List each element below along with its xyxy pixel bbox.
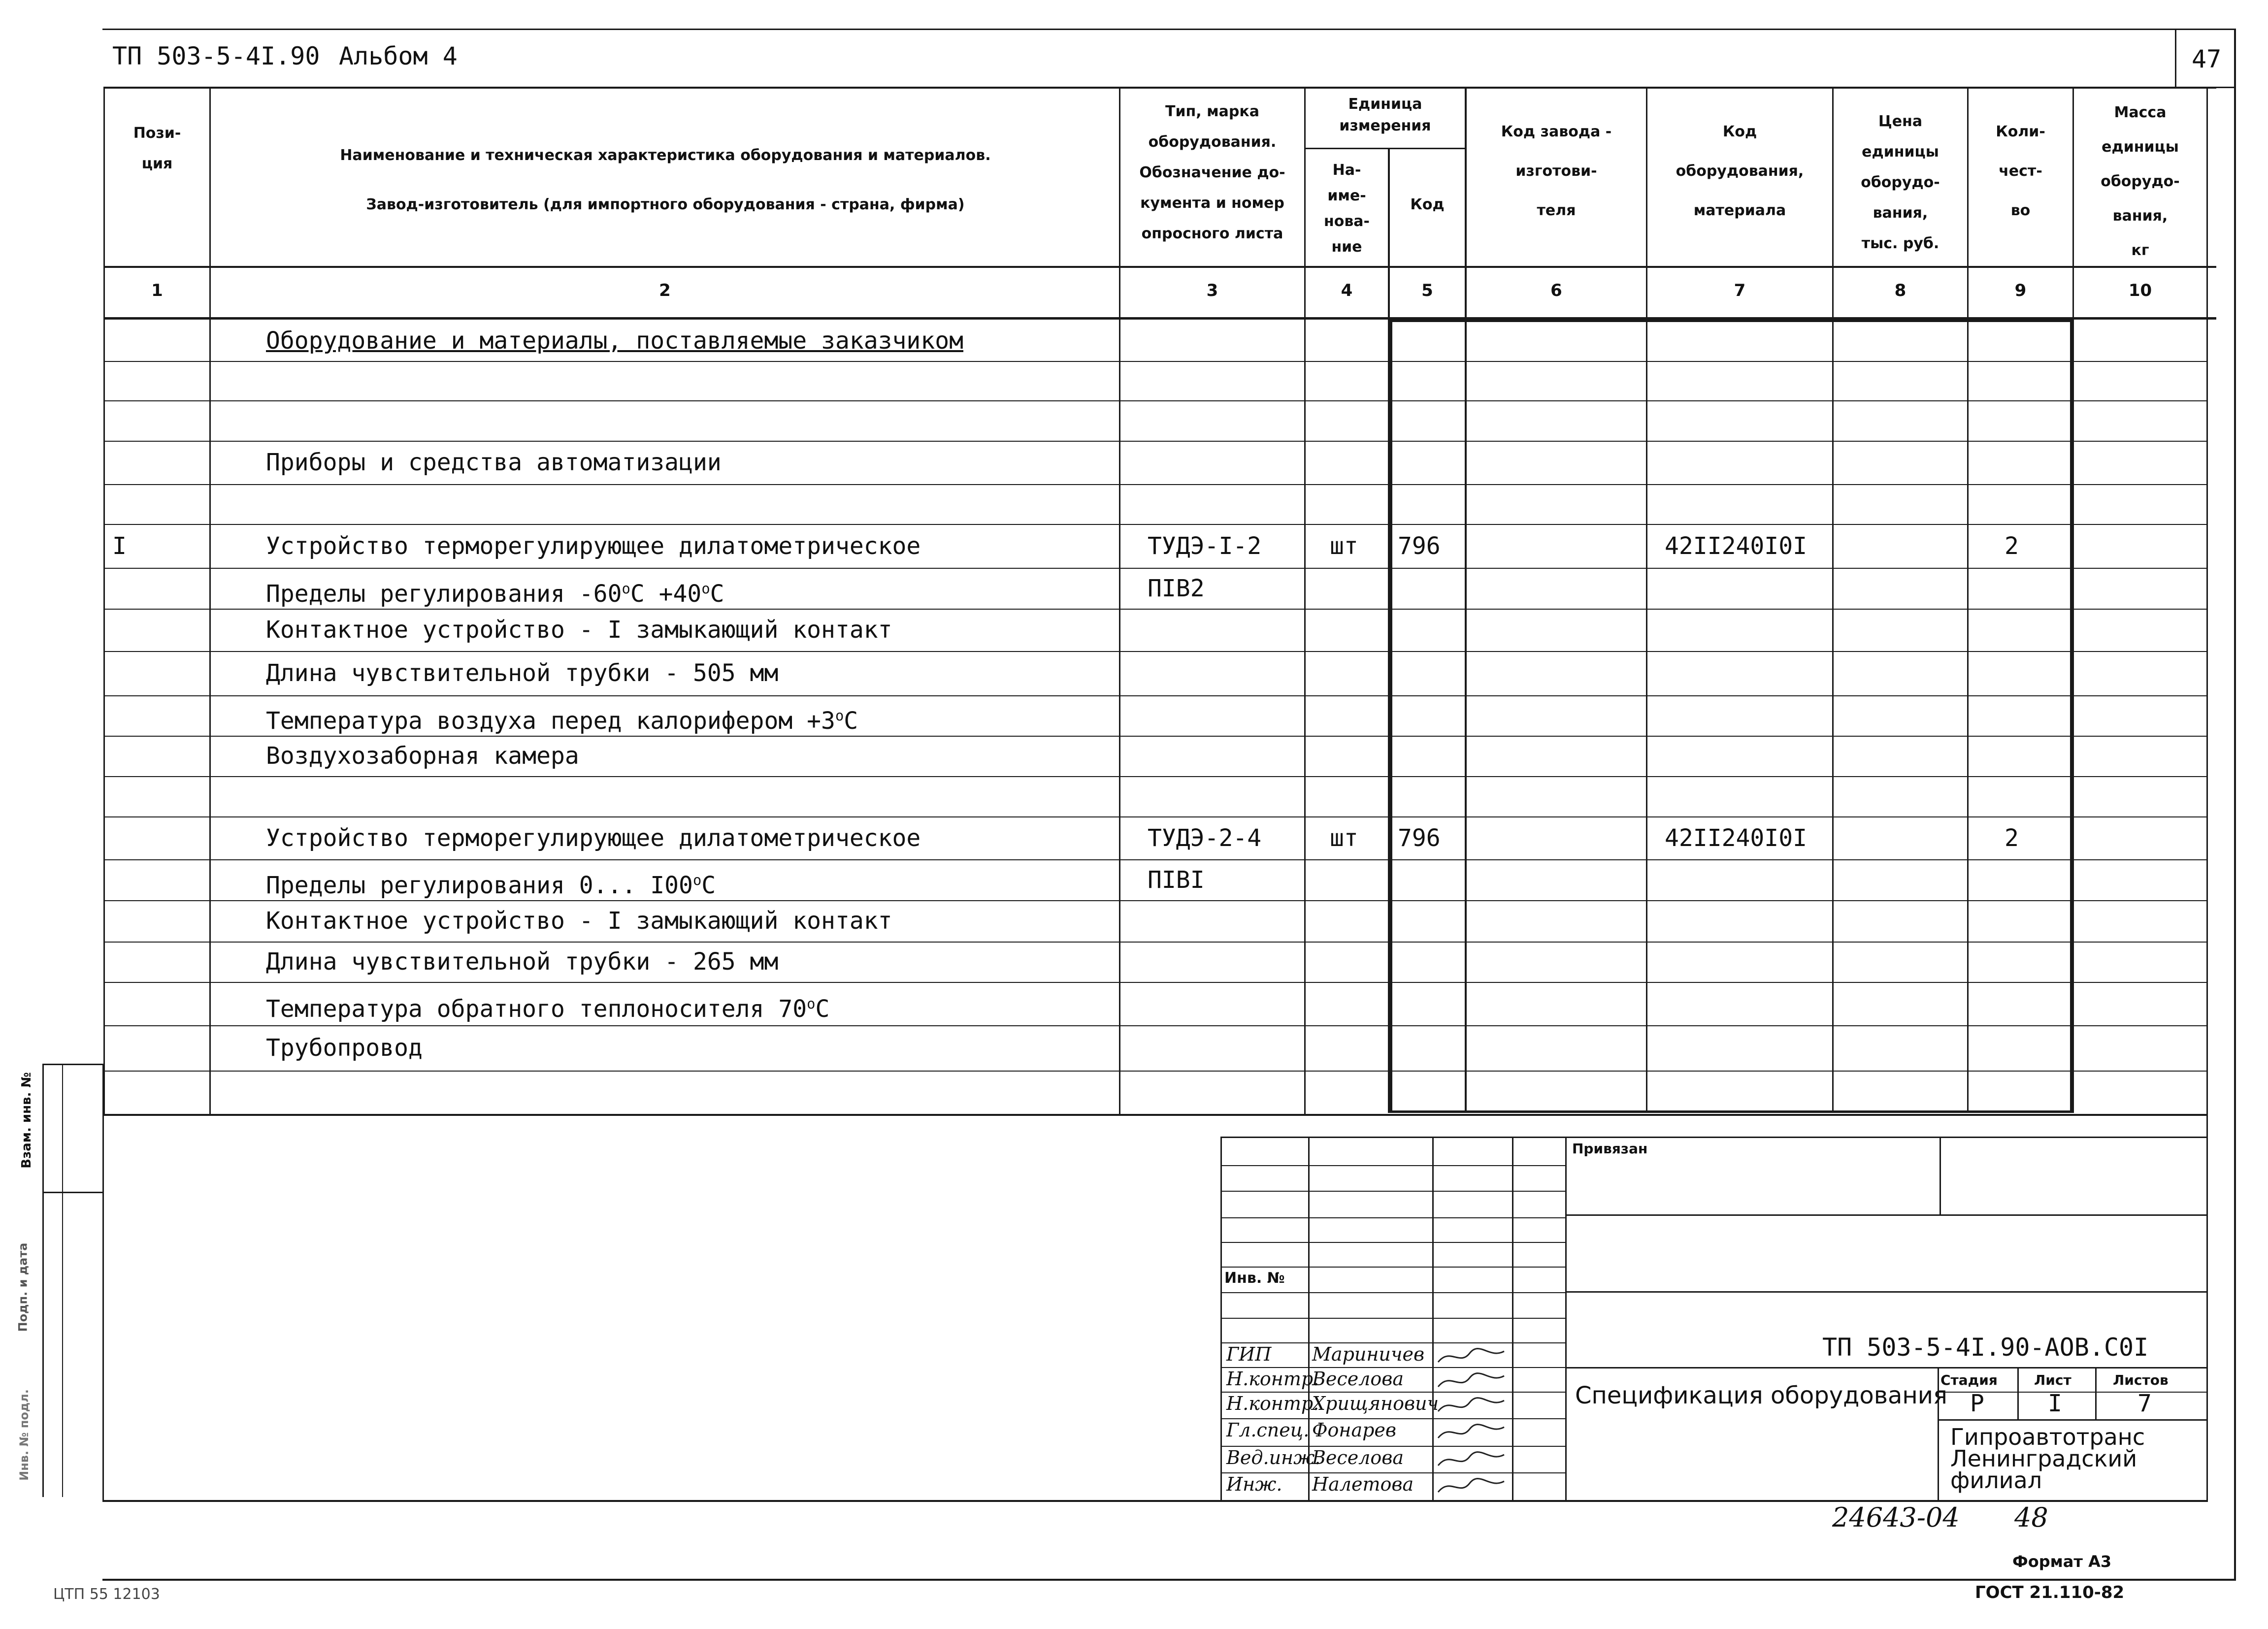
col-header-4: На- име- нова- ние bbox=[1323, 162, 1370, 256]
tb-h2 bbox=[1220, 1191, 1565, 1192]
gost-label: ГОСТ 21.110-82 bbox=[1975, 1583, 2125, 1602]
col-number-3: 3 bbox=[1206, 281, 1218, 300]
signature-mark bbox=[1435, 1420, 1509, 1444]
stage-label: Стадия bbox=[1940, 1372, 1998, 1388]
cell-type: ПIВ2 bbox=[1148, 574, 1205, 602]
frame-right bbox=[2234, 29, 2236, 1580]
archive-page: 48 bbox=[2014, 1502, 2048, 1533]
archive-number: 24643-04 bbox=[1832, 1502, 1960, 1533]
cell-name: Контактное устройство - I замыкающий контакт bbox=[266, 616, 892, 644]
cell-name: Оборудование и материалы, поставляемые заказчиком bbox=[266, 326, 964, 355]
col-header-7: Код оборудования, материала bbox=[1676, 123, 1804, 219]
vline-0 bbox=[103, 87, 105, 1116]
side-stamp-divider bbox=[42, 1192, 103, 1193]
col-header-2: Наименование и техническая характеристика оборудования и материалов. Завод-изготовитель (для импортного оборудования - страна, фирма) bbox=[340, 147, 991, 213]
tb-r-h2 bbox=[1565, 1291, 2206, 1293]
sheet-value: I bbox=[2048, 1390, 2062, 1417]
cell-name: Пределы регулирования 0... I00$^o$С bbox=[266, 871, 716, 899]
cell-name: Устройство терморегулирующее дилатометрическое bbox=[266, 824, 921, 852]
cell-name: Длина чувствительной трубки - 265 мм bbox=[266, 948, 779, 976]
cell-type: ТУДЭ-2-4 bbox=[1148, 824, 1262, 852]
title-doc-name: Спецификация оборудования bbox=[1575, 1382, 1947, 1409]
frame-top bbox=[102, 29, 2235, 30]
signer-name: Веселова bbox=[1312, 1447, 1404, 1468]
side-stamp-mid bbox=[62, 1064, 63, 1497]
col-number-9: 9 bbox=[2014, 281, 2027, 300]
inv-podl-label: Инв. № подл. bbox=[17, 1389, 31, 1481]
sheets-label: Листов bbox=[2113, 1372, 2169, 1388]
inv-no-label: Инв. № bbox=[1224, 1270, 1285, 1287]
unit-sub-line bbox=[1304, 148, 1465, 149]
col-header-3: Тип, марка оборудования. Обозначение до- кумента и номер опросного листа bbox=[1139, 103, 1285, 242]
cell-code: 796 bbox=[1398, 824, 1441, 852]
table-top bbox=[103, 87, 2216, 89]
cell-code: 796 bbox=[1398, 532, 1441, 560]
signature-mark bbox=[1435, 1344, 1509, 1368]
tb-r-h1 bbox=[1565, 1214, 2206, 1216]
tb-h1 bbox=[1220, 1165, 1565, 1166]
format-label: Формат А3 bbox=[2012, 1552, 2112, 1571]
title-doc-number: ТП 503-5-4I.90-АОВ.С0I bbox=[1822, 1333, 2149, 1362]
col-number-5: 5 bbox=[1421, 281, 1433, 300]
col-header-6: Код завода - изготови- теля bbox=[1501, 123, 1612, 219]
album-label: Альбом 4 bbox=[339, 42, 458, 70]
page-number: 47 bbox=[2192, 45, 2222, 73]
vline-1 bbox=[209, 87, 211, 1116]
cell-name: Длина чувствительной трубки - 505 мм bbox=[266, 659, 779, 687]
signature-mark bbox=[1435, 1448, 1509, 1471]
cell-name: Трубопровод bbox=[266, 1034, 423, 1062]
print-mark: ЦТП 55 12103 bbox=[53, 1586, 160, 1603]
cell-name: Температура воздуха перед калорифером $+3^oС$ bbox=[266, 707, 858, 735]
side-stamp-left bbox=[42, 1064, 44, 1497]
tb-h5 bbox=[1220, 1267, 1565, 1268]
tb-top bbox=[1220, 1137, 2207, 1138]
cell-qty: 2 bbox=[2005, 532, 2019, 560]
cell-name: Пределы регулирования $-60^oС +40^oС$ bbox=[266, 580, 724, 608]
cell-unit: шт bbox=[1330, 824, 1358, 852]
page-box-left bbox=[2175, 29, 2176, 88]
tb-h7 bbox=[1220, 1318, 1565, 1319]
col-header-1: Пози- ция bbox=[133, 125, 181, 172]
tb-r-h3 bbox=[1565, 1367, 2206, 1368]
frame-bottom bbox=[102, 1579, 2236, 1581]
cell-name: Приборы и средства автоматизации bbox=[266, 449, 722, 476]
cell-type: ПIВI bbox=[1148, 866, 1205, 894]
col-number-6: 6 bbox=[1550, 281, 1562, 300]
signer-name: Веселова bbox=[1312, 1368, 1404, 1390]
col-number-2: 2 bbox=[659, 281, 671, 300]
header-bottom bbox=[103, 266, 2216, 268]
signature-mark bbox=[1435, 1474, 1509, 1498]
privyazan-label: Привязан bbox=[1572, 1140, 1648, 1157]
tb-privyazan-div bbox=[1939, 1137, 1941, 1215]
col-number-1: 1 bbox=[151, 281, 163, 300]
col-number-8: 8 bbox=[1894, 281, 1906, 300]
signer-name: Хрищянович bbox=[1312, 1393, 1439, 1414]
signer-role: Н.контр. bbox=[1226, 1368, 1319, 1390]
sheets-value: 7 bbox=[2137, 1390, 2152, 1417]
col-number-10: 10 bbox=[2128, 281, 2152, 300]
tb-v4 bbox=[1565, 1137, 1567, 1501]
organization: Гипроавтотранс Ленинградский филиал bbox=[1950, 1424, 2145, 1494]
tb-h4 bbox=[1220, 1242, 1565, 1243]
col-number-4: 4 bbox=[1341, 281, 1353, 300]
cell-name: Воздухозаборная камера bbox=[266, 742, 579, 770]
vzam-inv-label: Взам. инв. № bbox=[19, 1072, 34, 1169]
col-header-9: Коли- чест- во bbox=[1996, 123, 2045, 219]
frame-left-lower bbox=[102, 1064, 104, 1502]
tb-h6 bbox=[1220, 1292, 1565, 1293]
cell-name: Температура обратного теплоносителя 70$^o$С bbox=[266, 995, 830, 1023]
table-bottom bbox=[103, 1114, 2206, 1116]
stage-value: Р bbox=[1970, 1390, 1984, 1417]
side-stamp-box-top bbox=[42, 1064, 103, 1065]
signer-name: Налетова bbox=[1312, 1473, 1414, 1495]
cell-unit: шт bbox=[1330, 532, 1358, 560]
cell-pos: I bbox=[112, 532, 127, 560]
col-number-7: 7 bbox=[1734, 281, 1746, 300]
tb-r-v2 bbox=[2017, 1367, 2019, 1419]
tb-r-v3 bbox=[2095, 1367, 2097, 1419]
col-header-5: Код bbox=[1410, 196, 1445, 213]
col-header-unit-group: Единица измерения bbox=[1339, 96, 1431, 134]
signature-mark bbox=[1435, 1369, 1509, 1393]
cell-mat: 42II240I0I bbox=[1665, 532, 1807, 560]
signer-name: Фонарев bbox=[1312, 1419, 1397, 1441]
cell-type: ТУДЭ-I-2 bbox=[1148, 532, 1262, 560]
signer-role: Гл.спец. bbox=[1226, 1419, 1310, 1441]
cell-qty: 2 bbox=[2005, 824, 2019, 852]
doc-code: ТП 503-5-4I.90 bbox=[112, 42, 320, 70]
tb-h3 bbox=[1220, 1217, 1565, 1218]
tb-r-h5 bbox=[1938, 1419, 2206, 1421]
signature-mark bbox=[1435, 1394, 1509, 1417]
col-header-10: Масса единицы оборудо- вания, кг bbox=[2101, 104, 2180, 259]
cell-mat: 42II240I0I bbox=[1665, 824, 1807, 852]
sheet-label: Лист bbox=[2034, 1372, 2071, 1388]
signer-role: ГИП bbox=[1226, 1343, 1272, 1365]
tb-right bbox=[2206, 1137, 2208, 1501]
signer-role: Н.контр. bbox=[1226, 1393, 1319, 1414]
vline-10 bbox=[2206, 87, 2208, 1140]
emphasis-box bbox=[1390, 319, 2072, 1113]
cell-name: Контактное устройство - I замыкающий контакт bbox=[266, 907, 892, 935]
signer-role: Вед.инж. bbox=[1226, 1447, 1321, 1468]
signer-name: Мариничев bbox=[1312, 1343, 1425, 1365]
signer-role: Инж. bbox=[1226, 1473, 1282, 1495]
col-header-8: Цена единицы оборудо- вания, тыс. руб. bbox=[1861, 113, 1940, 252]
cell-name: Устройство терморегулирующее дилатометрическое bbox=[266, 532, 921, 560]
podp-data-label: Подп. и дата bbox=[16, 1242, 30, 1332]
